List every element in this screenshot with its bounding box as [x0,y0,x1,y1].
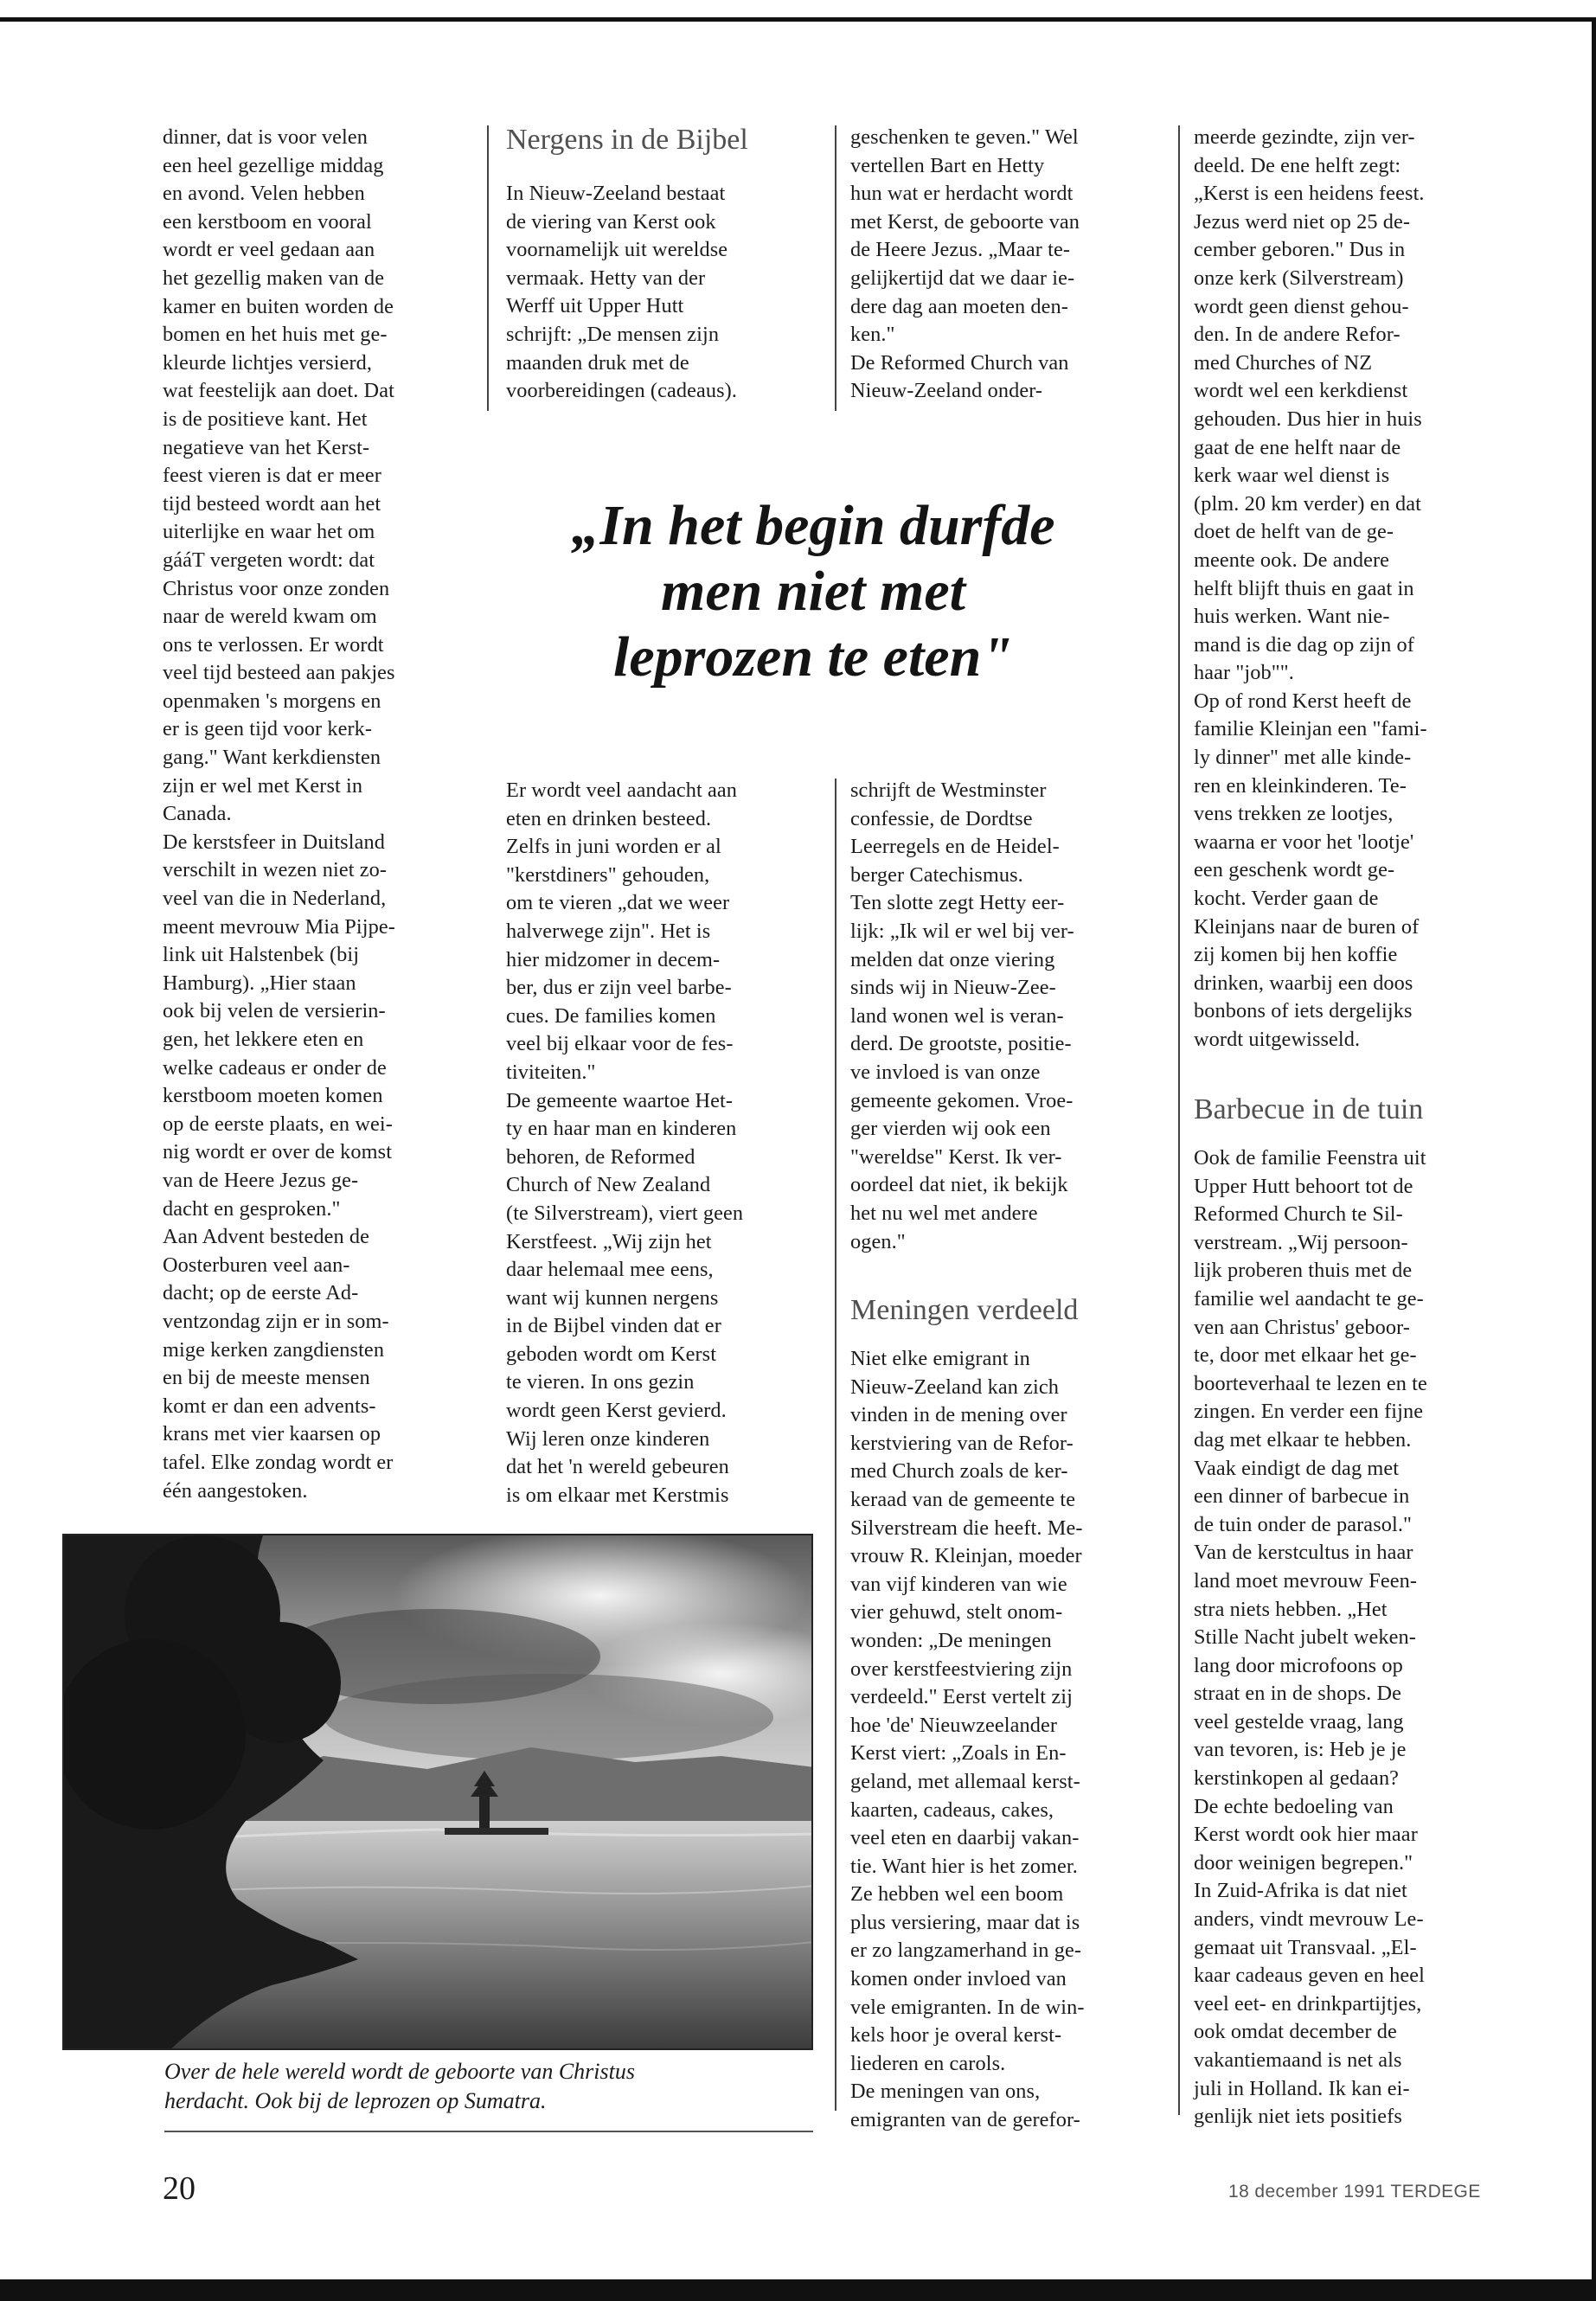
pull-quote: „In het begin durfde men niet met leprozen te eten" [571,494,1055,689]
column-divider [1178,125,1180,2115]
article-column-2-top: In Nieuw-Zeeland bestaat de viering van Kerst ook voornamelijk uit wereldse vermaak. Hetty van der Werff uit Upper Hutt schrijft: „De mensen zijn maanden druk met de voorbereidingen (cadeaus). [506,182,738,403]
article-column-2-bottom: Er wordt veel aandacht aan eten en drinken besteed. Zelfs in juni worden er al "kerstdiners" gehouden, om te vieren „dat we weer halverwege zijn". Het is hier midzomer in decem- ber, dus er zijn veel barbe- cues. De families komen veel bij elkaar voor de fes- tiviteiten." De gemeente waartoe Het- ty en haar man en kinderen behoren, de Reformed Church of New Zealand (te Silverstream), viert geen Kerstfeest. „Wij zijn het daar helemaal mee eens, want wij kunnen nergens in de Bijbel vinden dat er geboden wordt om Kerst te vieren. In ons gezin wordt geen Kerst gevierd. Wij leren onze kinderen dat het 'n wereld gebeuren is om elkaar met Kerstmis [506,779,744,1507]
article-column-1: dinner, dat is voor velen een heel gezellige middag en avond. Velen hebben een kerstboom en vooral wordt er veel gedaan aan het gezellig maken van de kamer en buiten worden de bomen en het huis met ge- kleurde lichtjes versierd, wat feestelijk aan doet. Dat is de positieve kant. Het negatieve van het Kerst- feest vieren is dat er meer tijd besteed wordt aan het uiterlijke en waar het om gááT vergeten wordt: dat Christus voor onze zonden naar de wereld kwam om ons te verlossen. Er wordt veel tijd besteed aan pakjes openmaken 's morgens en er is geen tijd voor kerk- gang." Want kerkdiensten zijn er wel met Kerst in Canada. De kerstsfeer in Duitsland verschilt in wezen niet zo- veel van die in Nederland, meent mevrouw Mia Pijpe- link uit Halstenbek (bij Hamburg). „Hier staan ook bij velen de versierin- gen, het lekkere eten en welke cadeaus er onder de kerstboom moeten komen op de eerste plaats, en wei- nig wordt er over de komst van de Heere Jezus ge- dacht en gesproken." Aan Advent besteden de Oosterburen veel aan- dacht; op de eerste Ad- ventzondag zijn er in som- mige kerken zangdiensten en bij de meeste mensen komt er dan een advents- krans met vier kaarsen op tafel. Elke zondag wordt er één aangestoken. [163,125,395,1503]
subhead-meningen-verdeeld: Meningen verdeeld [850,1294,1079,1326]
subhead-barbecue-in-de-tuin: Barbecue in de tuin [1194,1093,1424,1125]
article-column-3-bottom: Niet elke emigrant in Nieuw-Zeeland kan zich vinden in de mening over kerstviering van de Refor- med Church zoals de ker- keraad van de gemeente te Silverstream die heeft. Me- vrouw R. Kleinjan, moeder van vijf kinderen van wie vier gehuwd, stelt onom- wonden: „De meningen over kerstfeestviering zijn verdeeld." Eerst vertelt zij hoe 'de' Nieuwzeelander Kerst viert: „Zoals in En- geland, met allemaal kerst- kaarten, cadeaus, cakes, veel eten en daarbij vakan- tie. Want hier is het zomer. Ze hebben wel een boom plus versiering, maar dat is er zo langzamerhand in ge- komen onder invloed van vele emigranten. In de win- kels hoor je overal kerst- liederen en carols. De meningen van ons, emigranten van de gerefor- [850,1347,1085,2132]
column-divider [835,125,836,411]
page-border-top [0,17,1596,22]
page-border-right [1592,17,1596,2301]
article-column-4-top: meerde gezindte, zijn ver- deeld. De ene helft zegt: „Kerst is een heidens feest. Jezus werd niet op 25 de- cember geboren." Dus in onze kerk (Silverstream) wordt geen dienst gehou- den. In de andere Refor- med Churches of NZ wordt wel een kerkdienst gehouden. Dus hier in huis gaat de ene helft naar de kerk waar wel dienst is (plm. 20 km verder) en dat doet de helft van de ge- meente ook. De andere helft blijft thuis en gaat in huis werken. Want nie- mand is die dag op zijn of haar "job"". Op of rond Kerst heeft de familie Kleinjan een "fami- ly dinner" met alle kinde- ren en kleinkinderen. Te- vens trekken ze lootjes, waarna er voor het 'lootje' een geschenk wordt ge- kocht. Verder gaan de Kleinjans naar de buren of zij komen bij hen koffie drinken, waarbij een doos bonbons of iets dergelijks wordt uitgewisseld. [1194,125,1427,1051]
publication-footer: 18 december 1991 TERDEGE [1228,2182,1481,2202]
column-divider [835,779,836,2111]
photo-caption: Over de hele wereld wordt de geboorte van Christus herdacht. Ook bij de leprozen op Sumatra. [164,2059,635,2113]
caption-divider [164,2131,813,2132]
column-divider [487,125,489,411]
page-border-bottom [0,2279,1596,2301]
article-column-4-bottom: Ook de familie Feenstra uit Upper Hutt behoort tot de Reformed Church te Sil- verstream. „Wij persoon- lijk proberen thuis met de familie wel aandacht te ge- ven aan Christus' geboor- te, door met elkaar het ge- boorteverhaal te lezen en te zingen. En verder een fijne dag met elkaar te hebben. Vaak eindigt de dag met een dinner of barbecue in de tuin onder de parasol." Van de kerstcultus in haar land moet mevrouw Feen- stra niets hebben. „Het Stille Nacht jubelt weken- lang door microfoons op straat en in de shops. De veel gestelde vraag, lang van tevoren, is: Heb je je kerstinkopen al gedaan? De echte bedoeling van Kerst wordt ook hier maar door weinigen begrepen." In Zuid-Afrika is dat niet anders, vindt mevrouw Le- gemaat uit Transvaal. „El- kaar cadeaus geven en heel veel eet- en drinkpartijtjes, ook omdat december de vakantiemaand is net als juli in Holland. Ik kan ei- genlijk niet iets positiefs [1194,1146,1427,2129]
article-column-3-top: geschenken te geven." Wel vertellen Bart en Hetty hun wat er herdacht wordt met Kerst, de geboorte van de Heere Jezus. „Maar te- gelijkertijd dat we daar ie- dere dag aan moeten den- ken." De Reformed Church van Nieuw-Zeeland onder- [850,125,1080,403]
page-number: 20 [163,2170,195,2207]
lake-photo [62,1534,813,2050]
article-column-3-middle: schrijft de Westminster confessie, de Dordtse Leerregels en de Heidel- berger Catechismus. Ten slotte zegt Hetty eer- lijk: „Ik wil er wel bij ver- melden dat onze viering sinds wij in Nieuw-Zee- land wonen wel is veran- derd. De grootste, positie- ve invloed is van onze gemeente gekomen. Vroe- ger vierden wij ook een "wereldse" Kerst. Ik ver- oordeel dat niet, ik bekijk het nu wel met andere ogen." [850,779,1074,1253]
subhead-nergens-in-de-bijbel: Nergens in de Bijbel [506,124,748,156]
